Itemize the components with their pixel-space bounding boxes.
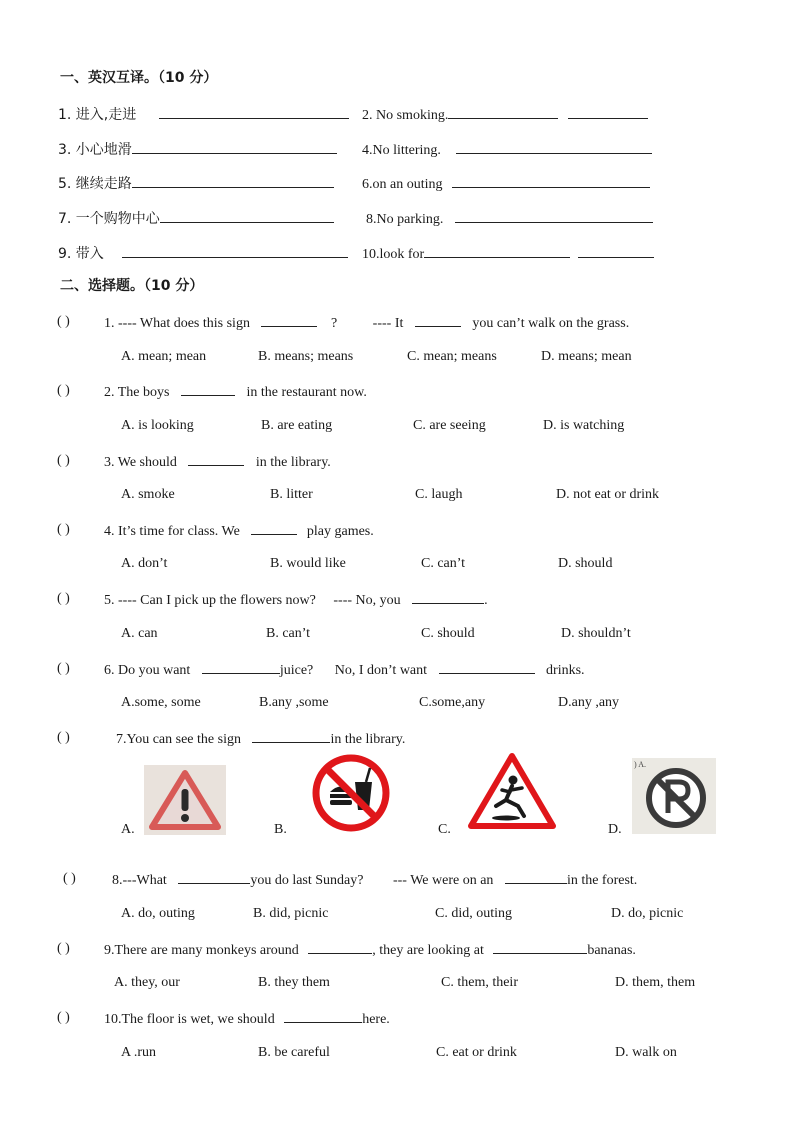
- option-a[interactable]: A. can: [121, 626, 158, 641]
- option-d[interactable]: D. means; mean: [541, 349, 632, 364]
- item-text: 1. 进入,走进: [58, 107, 137, 123]
- no-eating-drinking-icon: [310, 752, 392, 834]
- answer-blank[interactable]: [505, 871, 567, 884]
- question-3: 3. We should in the library.: [104, 455, 331, 470]
- answer-blank[interactable]: [568, 106, 648, 119]
- option-b[interactable]: B. they them: [258, 975, 330, 990]
- item-text: 10.look for: [362, 247, 425, 262]
- answer-blank[interactable]: [132, 141, 337, 154]
- answer-blank[interactable]: [261, 314, 317, 327]
- option-a[interactable]: A. smoke: [121, 487, 175, 502]
- option-c[interactable]: C.: [438, 822, 451, 837]
- question-5: 5. ---- Can I pick up the flowers now? ---- No, you .: [104, 593, 488, 608]
- translation-item-8: [366, 210, 653, 228]
- option-c[interactable]: C. did, outing: [435, 906, 513, 921]
- translation-item-7: [58, 210, 334, 227]
- option-d[interactable]: D. shouldn’t: [561, 626, 631, 641]
- option-d[interactable]: D. should: [558, 556, 613, 571]
- answer-blank[interactable]: [202, 661, 280, 674]
- option-c[interactable]: C. are seeing: [413, 418, 486, 433]
- option-a[interactable]: A. mean; mean: [121, 349, 207, 364]
- answer-paren[interactable]: ( ): [63, 871, 76, 886]
- answer-blank[interactable]: [439, 661, 535, 674]
- option-b[interactable]: B. be careful: [258, 1045, 330, 1060]
- answer-paren[interactable]: ( ): [57, 522, 70, 537]
- option-c[interactable]: C. should: [421, 626, 475, 641]
- answer-paren[interactable]: ( ): [57, 941, 70, 956]
- answer-paren[interactable]: ( ): [57, 591, 70, 606]
- answer-blank[interactable]: [178, 871, 250, 884]
- option-d[interactable]: D. walk on: [615, 1045, 677, 1060]
- option-d[interactable]: D. not eat or drink: [556, 487, 660, 502]
- item-text: 8.No parking.: [366, 212, 444, 227]
- translation-item-1: [58, 106, 349, 123]
- question-2: 2. The boys in the restaurant now.: [104, 385, 367, 400]
- answer-blank[interactable]: [181, 383, 235, 396]
- translation-item-4: [362, 141, 652, 159]
- question-10: 10.The floor is wet, we should here.: [104, 1012, 390, 1027]
- option-c[interactable]: C.some,any: [419, 695, 486, 710]
- option-d[interactable]: D. is watching: [543, 418, 625, 433]
- translation-item-3: [58, 141, 337, 158]
- option-a[interactable]: A. is looking: [121, 418, 194, 433]
- translation-item-2: [362, 106, 648, 124]
- option-a[interactable]: A. do, outing: [121, 906, 195, 921]
- option-b[interactable]: B. means; means: [258, 349, 354, 364]
- item-text: 2. No smoking.: [362, 108, 449, 123]
- option-d[interactable]: D.any ,any: [558, 695, 620, 710]
- option-b[interactable]: B. did, picnic: [253, 906, 329, 921]
- section-title-choice: 二、选择题。（10 分）: [60, 278, 204, 294]
- answer-blank[interactable]: [456, 141, 652, 154]
- answer-blank[interactable]: [252, 730, 330, 743]
- answer-blank[interactable]: [493, 941, 587, 954]
- option-a[interactable]: A. they, our: [114, 975, 180, 990]
- question-8: 8.---What you do last Sunday? --- We were on an in the forest.: [112, 873, 638, 888]
- option-b[interactable]: B.any ,some: [259, 695, 329, 710]
- question-4: 4. It’s time for class. We play games.: [104, 524, 374, 539]
- option-b[interactable]: B. litter: [270, 487, 313, 502]
- warning-triangle-icon: [144, 765, 226, 835]
- answer-blank[interactable]: [188, 453, 244, 466]
- option-b[interactable]: B. are eating: [261, 418, 333, 433]
- answer-blank[interactable]: [122, 245, 348, 258]
- item-text: 3. 小心地滑: [58, 142, 132, 158]
- option-a[interactable]: A.some, some: [121, 695, 201, 710]
- item-text: 9. 带入: [58, 246, 104, 262]
- translation-item-10: [362, 245, 654, 263]
- slippery-floor-icon: [466, 750, 558, 832]
- answer-blank[interactable]: [455, 210, 653, 223]
- option-d[interactable]: D. them, them: [615, 975, 696, 990]
- answer-paren[interactable]: ( ): [57, 314, 70, 329]
- item-text: 6.on an outing: [362, 177, 443, 192]
- sign-caption: ) A.: [634, 760, 646, 769]
- translation-item-9: [58, 245, 348, 262]
- answer-blank[interactable]: [284, 1010, 362, 1023]
- no-food-drink-sign-image[interactable]: [310, 752, 392, 834]
- answer-paren[interactable]: ( ): [57, 453, 70, 468]
- warning-sign-image[interactable]: [144, 765, 226, 835]
- item-text: 4.No littering.: [362, 143, 441, 158]
- answer-blank[interactable]: [160, 210, 334, 223]
- option-c[interactable]: C. laugh: [415, 487, 463, 502]
- option-a[interactable]: A.: [121, 822, 135, 837]
- answer-paren[interactable]: ( ): [57, 730, 70, 745]
- question-1: 1. ---- What does this sign ? ---- It you can’t walk on the grass.: [104, 316, 630, 331]
- answer-blank[interactable]: [415, 314, 461, 327]
- question-6: 6. Do you want juice? No, I don’t want drinks.: [104, 663, 585, 678]
- slippery-floor-sign-image[interactable]: [466, 750, 558, 832]
- answer-paren[interactable]: ( ): [57, 661, 70, 676]
- answer-blank[interactable]: [448, 106, 558, 119]
- translation-item-6: [362, 175, 650, 193]
- question-9: 9.There are many monkeys around , they are looking at bananas.: [104, 943, 636, 958]
- option-d[interactable]: D. do, picnic: [611, 906, 684, 921]
- answer-blank[interactable]: [308, 941, 372, 954]
- answer-blank[interactable]: [159, 106, 349, 119]
- no-parking-icon: [632, 758, 716, 834]
- option-b[interactable]: B. would like: [270, 556, 346, 571]
- section-title-translation: 一、英汉互译。（10 分）: [60, 70, 218, 86]
- option-c[interactable]: C. them, their: [441, 975, 518, 990]
- answer-paren[interactable]: ( ): [57, 1010, 70, 1025]
- item-text: 7. 一个购物中心: [58, 211, 160, 227]
- answer-blank[interactable]: [452, 175, 650, 188]
- option-a[interactable]: A .run: [121, 1045, 156, 1060]
- item-text: 5. 继续走路: [58, 176, 132, 192]
- option-a[interactable]: A. don’t: [121, 556, 168, 571]
- answer-blank[interactable]: [578, 245, 654, 258]
- answer-blank[interactable]: [132, 175, 334, 188]
- answer-blank[interactable]: [412, 591, 484, 604]
- no-parking-sign-image[interactable]: [632, 758, 716, 834]
- question-7: 7.You can see the sign in the library.: [116, 732, 406, 747]
- answer-paren[interactable]: ( ): [57, 383, 70, 398]
- answer-blank[interactable]: [251, 522, 297, 535]
- option-c[interactable]: C. can’t: [421, 556, 466, 571]
- answer-blank[interactable]: [424, 245, 570, 258]
- option-d[interactable]: D.: [608, 822, 622, 837]
- option-b[interactable]: B.: [274, 822, 287, 837]
- translation-item-5: [58, 175, 334, 192]
- option-c[interactable]: C. eat or drink: [436, 1045, 517, 1060]
- option-b[interactable]: B. can’t: [266, 626, 311, 641]
- option-c[interactable]: C. mean; means: [407, 349, 497, 364]
